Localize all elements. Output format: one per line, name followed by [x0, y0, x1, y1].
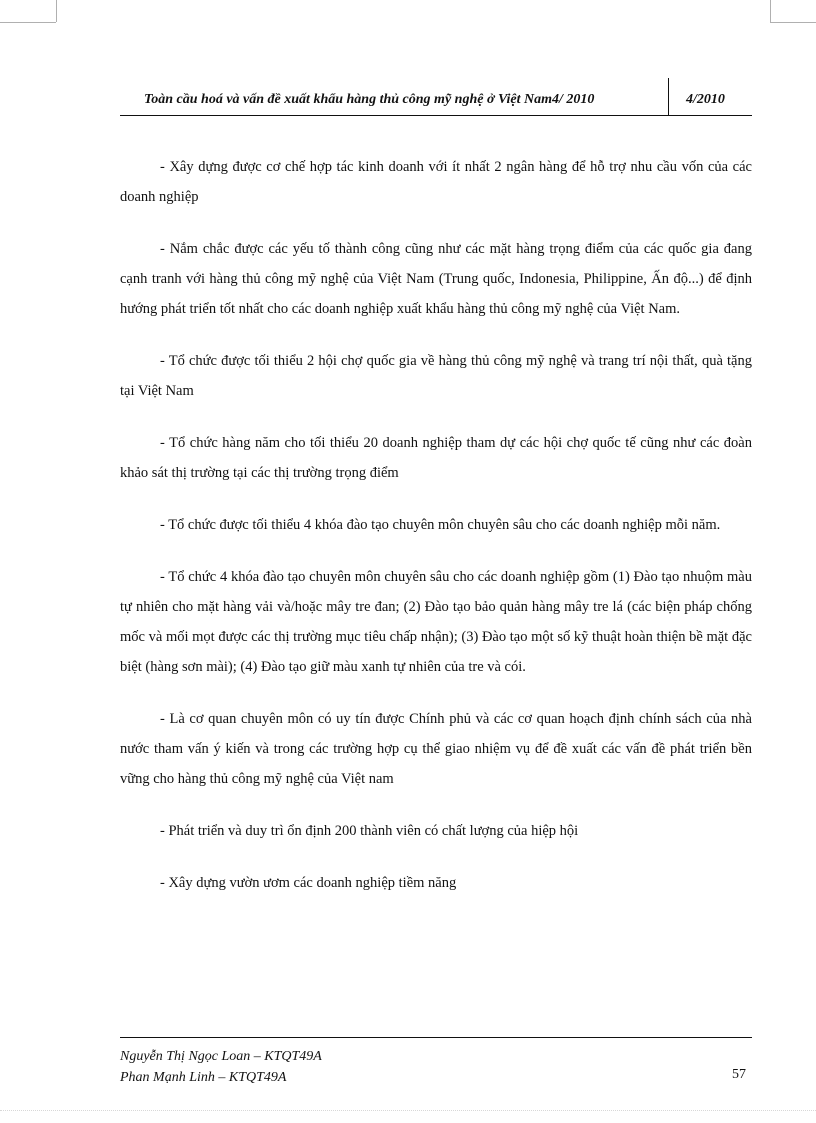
- paragraph: - Tổ chức được tối thiểu 2 hội chợ quốc gia về hàng thủ công mỹ nghệ và trang trí nội thất, quà tặng tại Việt Nam: [120, 353, 752, 399]
- page-edge-line: [0, 1110, 816, 1111]
- paragraph: - Là cơ quan chuyên môn có uy tín được Chính phủ và các cơ quan hoạch định chính sách của nhà nước tham vấn ý kiến và trong các trường hợp cụ thể giao nhiệm vụ để đề xuất các vấn đề phát triển bền vững cho hàng thủ công mỹ nghệ của Việt nam: [120, 711, 752, 787]
- paragraph: - Tổ chức 4 khóa đào tạo chuyên môn chuyên sâu cho các doanh nghiệp gồm (1) Đào tạo nhuộm màu tự nhiên cho mặt hàng vải và/hoặc mây tre đan; (2) Đào tạo bảo quản hàng mây tre lá (các biện pháp chống mốc và mối mọt được các thị trường mục tiêu chấp nhận); (3) Đào tạo một số kỹ thuật hoàn thiện bề mặt đặc biệt (hàng sơn mài); (4) Đào tạo giữ màu xanh tự nhiên của tre và cói.: [120, 569, 752, 675]
- paragraph: - Nắm chắc được các yếu tố thành công cũng như các mặt hàng trọng điểm của các quốc gia đang cạnh tranh với hàng thủ công mỹ nghệ của Việt Nam (Trung quốc, Indonesia, Philippine, Ấn độ...) để định hướng phát triển tốt nhất cho các doanh nghiệp xuất khẩu hàng thủ công mỹ nghệ của Việt Nam.: [120, 241, 752, 317]
- header-title: Toàn cầu hoá và vấn đề xuất khẩu hàng thủ công mỹ nghệ ở Việt Nam4/ 2010: [144, 92, 595, 107]
- footer-rule: [120, 1037, 752, 1038]
- footer-author-1: Nguyễn Thị Ngọc Loan – KTQT49A: [120, 1049, 322, 1064]
- paragraph: - Tổ chức hàng năm cho tối thiểu 20 doanh nghiệp tham dự các hội chợ quốc tế cũng như các đoàn khảo sát thị trường tại các thị trường trọng điểm: [120, 435, 752, 481]
- page-header: [120, 76, 752, 116]
- paragraph: - Phát triển và duy trì ổn định 200 thành viên có chất lượng của hiệp hội: [160, 823, 579, 839]
- crop-mark: [770, 22, 816, 23]
- header-rule: [120, 115, 752, 116]
- body-text: [120, 152, 752, 920]
- paragraph: - Xây dựng vườn ươm các doanh nghiệp tiềm năng: [160, 875, 457, 891]
- crop-mark: [56, 0, 57, 22]
- footer-authors: [120, 1046, 322, 1088]
- paragraph: - Tổ chức được tối thiểu 4 khóa đào tạo chuyên môn chuyên sâu cho các doanh nghiệp mỗi năm.: [160, 517, 721, 533]
- page-number: 57: [732, 1067, 746, 1082]
- header-date: 4/2010: [686, 92, 725, 107]
- crop-mark: [770, 0, 771, 22]
- crop-mark: [0, 22, 56, 23]
- paragraph: - Xây dựng được cơ chế hợp tác kinh doanh với ít nhất 2 ngân hàng để hỗ trợ nhu cầu vốn của các doanh nghiệp: [120, 159, 752, 205]
- header-divider: [668, 78, 669, 116]
- footer-author-2: Phan Mạnh Linh – KTQT49A: [120, 1070, 287, 1085]
